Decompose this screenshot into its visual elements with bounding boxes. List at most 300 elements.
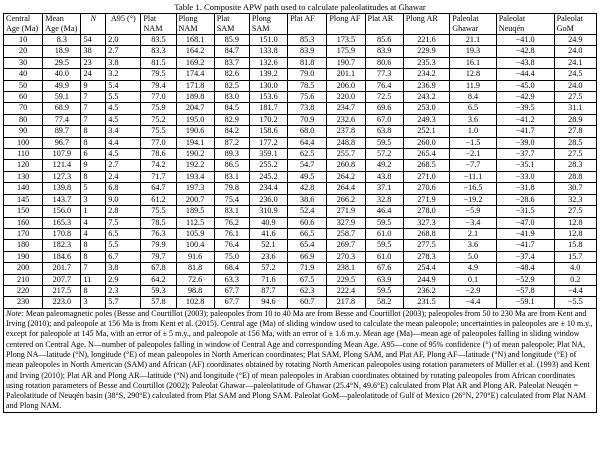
column-header: Plong SAM: [249, 14, 287, 35]
table-cell: 81.5: [141, 57, 176, 68]
table-cell: 194.1: [176, 137, 214, 148]
table-cell: 15.7: [554, 251, 596, 262]
table-row: [4, 183, 597, 194]
table-cell: 258.7: [327, 228, 365, 239]
table-cell: 170: [4, 228, 43, 239]
table-cell: 83.9: [288, 46, 327, 57]
table-cell: −37.7: [496, 149, 554, 160]
table-cell: 52.1: [249, 240, 287, 251]
table-cell: 238.1: [327, 263, 365, 274]
table-cell: 6.8: [106, 183, 141, 194]
table-row: [4, 297, 597, 308]
table-cell: 23.6: [249, 251, 287, 262]
table-cell: 252.1: [403, 126, 449, 137]
table-cell: 120: [4, 160, 43, 171]
table-cell: 12.8: [554, 228, 596, 239]
table-cell: 83.9: [365, 46, 403, 57]
column-header: Plat NAM: [141, 14, 176, 35]
table-cell: 3: [81, 194, 106, 205]
table-cell: 72.5: [365, 92, 403, 103]
table-cell: 5.4: [106, 80, 141, 91]
table-row: [4, 240, 597, 251]
table-cell: 83.1: [214, 206, 249, 217]
table-cell: 4.9: [450, 263, 496, 274]
table-row: [4, 263, 597, 274]
table-cell: 6.5: [450, 103, 496, 114]
table-cell: 50: [4, 80, 43, 91]
table-cell: −41.2: [496, 114, 554, 125]
table-cell: 79.9: [141, 240, 176, 251]
table-row: [4, 137, 597, 148]
table-cell: 64.7: [141, 183, 176, 194]
table-cell: 234.4: [249, 183, 287, 194]
table-cell: −4.4: [554, 285, 596, 296]
table-cell: 77.0: [141, 92, 176, 103]
table-cell: 71.7: [141, 171, 176, 182]
table-cell: 54.7: [288, 160, 327, 171]
table-cell: 42.8: [288, 183, 327, 194]
table-cell: 75.2: [141, 114, 176, 125]
table-cell: −41.7: [496, 126, 554, 137]
table-cell: 174.4: [176, 69, 214, 80]
table-cell: 4.5: [106, 114, 141, 125]
table-cell: −39.5: [496, 103, 554, 114]
table-cell: 231.5: [403, 297, 449, 308]
table-cell: 255.2: [249, 160, 287, 171]
table-cell: 270.3: [327, 251, 365, 262]
table-cell: 24.1: [554, 57, 596, 68]
table-cell: 327.3: [403, 217, 449, 228]
table-cell: −52.9: [496, 274, 554, 285]
header-row: [4, 14, 597, 35]
table-cell: 237.8: [327, 126, 365, 137]
table-cell: 5.0: [450, 251, 496, 262]
table-cell: 89.3: [214, 149, 249, 160]
table-cell: 217.8: [327, 297, 365, 308]
apw-table: [3, 13, 597, 413]
table-cell: 30: [4, 57, 43, 68]
table-cell: 173.5: [327, 35, 365, 46]
table-cell: 59.5: [365, 240, 403, 251]
table-cell: 207.7: [43, 274, 81, 285]
table-cell: 83.1: [214, 171, 249, 182]
table-cell: 234.7: [327, 103, 365, 114]
table-cell: 223.0: [43, 297, 81, 308]
table-cell: 10: [4, 35, 43, 46]
table-row: [4, 126, 597, 137]
table-cell: 121.4: [43, 160, 81, 171]
table-cell: 24.5: [554, 69, 596, 80]
table-row: [4, 285, 597, 296]
table-cell: 268.5: [403, 160, 449, 171]
table-cell: 190.7: [327, 57, 365, 68]
table-cell: 68.9: [43, 103, 81, 114]
table-cell: 63.8: [365, 126, 403, 137]
table-row: [4, 103, 597, 114]
table-cell: 76.2: [214, 217, 249, 228]
table-cell: 190.2: [176, 149, 214, 160]
table-cell: 160: [4, 217, 43, 228]
table-cell: 59.1: [43, 92, 81, 103]
table-cell: 64.4: [288, 137, 327, 148]
table-cell: 49.5: [288, 171, 327, 182]
table-cell: 4.0: [554, 263, 596, 274]
table-cell: 110: [4, 149, 43, 160]
table-cell: 76.4: [365, 80, 403, 91]
table-cell: 90: [4, 126, 43, 137]
table-cell: 81.8: [176, 263, 214, 274]
table-cell: 83.0: [214, 92, 249, 103]
table-cell: 59.3: [141, 285, 176, 296]
table-cell: −7.7: [450, 160, 496, 171]
table-cell: 79.0: [288, 69, 327, 80]
table-cell: 32.3: [554, 194, 596, 205]
table-cell: 60.6: [288, 217, 327, 228]
table-cell: 278.3: [403, 251, 449, 262]
table-cell: 52.4: [288, 206, 327, 217]
table-cell: −31.8: [496, 183, 554, 194]
table-cell: 2.3: [106, 285, 141, 296]
table-cell: 62.3: [288, 285, 327, 296]
table-cell: 59.5: [365, 217, 403, 228]
table-cell: 127.3: [43, 171, 81, 182]
table-cell: 220.0: [327, 92, 365, 103]
table-cell: 133.8: [249, 46, 287, 57]
table-cell: 234.2: [403, 69, 449, 80]
table-cell: 30.7: [554, 183, 596, 194]
table-cell: 28.9: [554, 114, 596, 125]
table-cell: 180: [4, 240, 43, 251]
table-cell: 271.9: [403, 194, 449, 205]
table-cell: 7: [81, 114, 106, 125]
table-row: [4, 57, 597, 68]
table-cell: −16.5: [450, 183, 496, 194]
table-cell: 201.7: [43, 263, 81, 274]
table-cell: 16.1: [450, 57, 496, 68]
table-cell: 12.8: [450, 69, 496, 80]
table-cell: 210: [4, 274, 43, 285]
table-cell: 200: [4, 263, 43, 274]
table-cell: −41.0: [496, 35, 554, 46]
table-cell: 65.4: [288, 240, 327, 251]
table-cell: 60.7: [288, 297, 327, 308]
table-cell: 5.5: [106, 240, 141, 251]
column-header: Plat AF: [288, 14, 327, 35]
table-cell: 7: [81, 263, 106, 274]
table-cell: 40: [4, 69, 43, 80]
table-cell: 67.0: [365, 114, 403, 125]
table-cell: −47.0: [496, 217, 554, 228]
table-cell: −1.5: [450, 137, 496, 148]
table-cell: 8.3: [43, 35, 81, 46]
table-cell: 27.5: [554, 92, 596, 103]
table-cell: 130.0: [249, 80, 287, 91]
table-cell: 63.3: [214, 274, 249, 285]
column-header: Plong NAM: [176, 14, 214, 35]
column-header: Plong AR: [403, 14, 449, 35]
table-note: [4, 308, 597, 412]
table-cell: 0.1: [450, 274, 496, 285]
table-cell: 4: [81, 228, 106, 239]
table-cell: 243.2: [403, 92, 449, 103]
table-row: [4, 217, 597, 228]
table-cell: 2.4: [106, 171, 141, 182]
table-cell: 189.5: [176, 206, 214, 217]
table-cell: 190: [4, 251, 43, 262]
table-cell: −5.5: [554, 297, 596, 308]
table-cell: 132.6: [249, 57, 287, 68]
table-cell: 271.9: [327, 206, 365, 217]
table-cell: 68.4: [214, 263, 249, 274]
table-cell: 3.8: [106, 57, 141, 68]
table-row: [4, 228, 597, 239]
table-cell: 61.0: [365, 251, 403, 262]
table-cell: 277.5: [403, 240, 449, 251]
table-cell: 7: [81, 103, 106, 114]
table-cell: 230: [4, 297, 43, 308]
table-cell: 2.7: [106, 46, 141, 57]
column-header: Paleolat GoM: [554, 14, 596, 35]
table-cell: 11.9: [450, 80, 496, 91]
table-cell: −11.1: [450, 171, 496, 182]
table-cell: 77.3: [365, 69, 403, 80]
table-cell: 229.9: [403, 46, 449, 57]
table-cell: 6.7: [106, 251, 141, 262]
table-cell: 268.8: [403, 228, 449, 239]
table-cell: 18.9: [43, 46, 81, 57]
table-cell: 87.2: [214, 137, 249, 148]
table-cell: 80.6: [365, 57, 403, 68]
table-cell: 59.5: [365, 285, 403, 296]
table-cell: 100.4: [176, 240, 214, 251]
table-cell: 2.7: [106, 160, 141, 171]
table-cell: 260.8: [327, 160, 365, 171]
table-cell: 54: [81, 35, 106, 46]
table-cell: 96.7: [43, 137, 81, 148]
table-cell: 156.0: [43, 206, 81, 217]
table-cell: 192.2: [176, 160, 214, 171]
table-cell: 193.4: [176, 171, 214, 182]
table-cell: 79.4: [141, 80, 176, 91]
table-cell: 0.2: [554, 274, 596, 285]
table-cell: 78.6: [141, 149, 176, 160]
table-cell: 77.4: [43, 114, 81, 125]
table-cell: −44.4: [496, 69, 554, 80]
table-cell: 75.6: [288, 92, 327, 103]
table-cell: 9.0: [106, 194, 141, 205]
table-cell: 78.5: [288, 80, 327, 91]
column-header: Central Age (Ma): [4, 14, 43, 35]
table-cell: 236.2: [403, 285, 449, 296]
table-cell: 107.9: [43, 149, 81, 160]
table-cell: 20: [4, 46, 43, 57]
table-cell: 3.6: [450, 114, 496, 125]
table-cell: 80: [4, 114, 43, 125]
table-cell: −2.9: [450, 285, 496, 296]
table-row: [4, 171, 597, 182]
table-cell: 24.0: [554, 46, 596, 57]
table-cell: 79.5: [141, 69, 176, 80]
table-cell: 184.6: [43, 251, 81, 262]
table-cell: −28.6: [496, 194, 554, 205]
table-cell: −43.8: [496, 57, 554, 68]
table-cell: −37.4: [496, 251, 554, 262]
table-cell: 2.0: [106, 35, 141, 46]
table-cell: 236.9: [403, 80, 449, 91]
table-row: [4, 149, 597, 160]
table-cell: 66.5: [288, 228, 327, 239]
table-cell: −35.1: [496, 160, 554, 171]
table-cell: 82.9: [214, 114, 249, 125]
table-row: [4, 46, 597, 57]
table-cell: 190.6: [176, 126, 214, 137]
table-cell: −4.4: [450, 297, 496, 308]
table-cell: 139.8: [43, 183, 81, 194]
table-cell: 105.9: [176, 228, 214, 239]
table-cell: −2.1: [450, 149, 496, 160]
table-cell: 3.4: [106, 126, 141, 137]
table-cell: 49.9: [43, 80, 81, 91]
table-cell: 8: [81, 126, 106, 137]
table-cell: 254.4: [403, 263, 449, 274]
table-cell: 27.8: [554, 126, 596, 137]
table-cell: 9: [81, 160, 106, 171]
table-cell: 201.1: [327, 69, 365, 80]
table-cell: 140: [4, 183, 43, 194]
table-cell: 41.6: [249, 228, 287, 239]
table-cell: 31.1: [554, 103, 596, 114]
table-cell: 150: [4, 206, 43, 217]
table-cell: 6: [81, 149, 106, 160]
table-cell: 8: [81, 137, 106, 148]
table-cell: 255.7: [327, 149, 365, 160]
table-cell: 24.9: [554, 35, 596, 46]
document: [3, 2, 597, 413]
table-cell: 28.3: [554, 160, 596, 171]
table-cell: 43.8: [365, 171, 403, 182]
table-cell: 269.7: [327, 240, 365, 251]
table-cell: 8.4: [450, 92, 496, 103]
table-cell: 27.5: [554, 149, 596, 160]
table-cell: 3.6: [450, 240, 496, 251]
table-row: [4, 160, 597, 171]
table-cell: 197.3: [176, 183, 214, 194]
table-cell: 221.6: [403, 35, 449, 46]
table-cell: 40.9: [249, 217, 287, 228]
table-cell: 78.5: [141, 217, 176, 228]
table-cell: 8: [81, 285, 106, 296]
note-text: Mean paleomagnetic poles (Besse and Courtillot (2003); paleopoles from 10 to 40 Ma are from Besse and Courtillot (2003); paleopoles from 50 to 230 Ma are from Kent and Irving (2010); and paleopole at 156 Ma is from Kent et al. (2015). Central age (Ma) of sliding window used to calculate the mean paleopole; uncertainties in paleopoles are ± 10 m.y., except for paleopole at 145 Ma, with an error of ± 5 m.y., and paleopole at 156 Ma, with an error of ± 1.6 m.y. Mean age (Ma)—mean age of paleopoles falling in sliding window centered on Central Age. N—number of paleopoles falling in window of Central Age and corresponding Mean Age. A95—cone of 95% confidence (°) of mean paleopole; Plat NA, Plong NA—latitude (°N), longitude (°E) of mean paleopoles in North American coordinates; Plat SAM, Plong SAM, and Plat AF, Plong AF—latitude (°N) and longitude (°E) of mean paleopoles in North American (SAM) and African (AF) coordinates obtained by rotating North American paleopoles using rotation parameters of Müller et al. (1993) and Kent and Irving (2010); Plat AR and Plong AR—latitude (°N) and longitude (°E) of mean paleopoles in Arabian coordinates obtained by rotating paleopoles from African coordinates using rotation parameters of Besse and Courtillot (2002); Paleolat Ghawar—paleolatitude of Ghawar (25.4°N, 49.6°E) calculated from Plat AR and Plong AR. Paleolat Neuqén = Paleolatitude of Neuqén basin (38°S, 290°E) calculated from Plat SAM and Plong SAM. Paleolat GoM—paleolatitude of Gulf of Mexico (26°N, 270°E) calculated from Plat NAM and Plong NAM.: [6, 308, 593, 411]
table-cell: 87.7: [249, 285, 287, 296]
table-cell: 69.6: [365, 103, 403, 114]
table-cell: 2.8: [106, 206, 141, 217]
table-cell: 58.2: [365, 297, 403, 308]
table-cell: 266.2: [327, 194, 365, 205]
column-header: Paleolat Ghawar: [450, 14, 496, 35]
table-cell: 63.9: [365, 274, 403, 285]
table-cell: −5.9: [450, 206, 496, 217]
table-row: [4, 114, 597, 125]
table-cell: 6.5: [106, 228, 141, 239]
table-cell: 59.5: [365, 137, 403, 148]
table-cell: 24: [81, 69, 106, 80]
table-cell: −42.8: [496, 46, 554, 57]
table-cell: 235.3: [403, 57, 449, 68]
table-cell: 24.0: [554, 80, 596, 91]
table-cell: 61.0: [365, 228, 403, 239]
table-cell: 84.2: [214, 126, 249, 137]
table-cell: 151.0: [249, 35, 287, 46]
table-cell: 75.9: [141, 103, 176, 114]
table-cell: 71.9: [288, 263, 327, 274]
table-cell: −42.9: [496, 92, 554, 103]
table-cell: 253.0: [403, 103, 449, 114]
table-cell: 73.8: [288, 103, 327, 114]
table-cell: 260.0: [403, 137, 449, 148]
table-cell: 82.5: [214, 80, 249, 91]
table-cell: 67.6: [365, 263, 403, 274]
table-cell: 206.0: [327, 80, 365, 91]
table-cell: −41.9: [496, 228, 554, 239]
table-cell: 15.8: [554, 240, 596, 251]
table-cell: 79.8: [214, 183, 249, 194]
table-cell: 8: [81, 251, 106, 262]
table-row: [4, 206, 597, 217]
table-cell: −19.2: [450, 194, 496, 205]
column-header: A95 (°): [106, 14, 141, 35]
table-cell: 62.5: [288, 149, 327, 160]
table-cell: 29.5: [43, 57, 81, 68]
table-cell: 200.7: [176, 194, 214, 205]
table-cell: 310.9: [249, 206, 287, 217]
table-cell: 4.5: [106, 149, 141, 160]
table-cell: 57.2: [249, 263, 287, 274]
table-cell: 19.3: [450, 46, 496, 57]
table-cell: 83.3: [141, 46, 176, 57]
table-cell: 83.5: [141, 35, 176, 46]
table-cell: 37.1: [365, 183, 403, 194]
table-cell: 5.7: [106, 297, 141, 308]
table-cell: 85.6: [365, 35, 403, 46]
table-cell: 3.8: [106, 263, 141, 274]
table-cell: 7.5: [106, 217, 141, 228]
table-caption: Table 1. Composite APW path used to calculate paleolatitudes at Ghawar: [174, 2, 426, 12]
table-cell: 232.6: [327, 114, 365, 125]
table-cell: 38.6: [288, 194, 327, 205]
table-cell: 98.8: [176, 285, 214, 296]
table-cell: −33.0: [496, 171, 554, 182]
table-cell: 182.3: [43, 240, 81, 251]
table-cell: 86.5: [214, 160, 249, 171]
table-cell: 359.1: [249, 149, 287, 160]
table-cell: 28.5: [554, 137, 596, 148]
table-cell: 195.0: [176, 114, 214, 125]
table-cell: 2.1: [450, 228, 496, 239]
table-cell: 145: [4, 194, 43, 205]
table-cell: 170.2: [249, 114, 287, 125]
table-cell: 75.5: [141, 206, 176, 217]
table-cell: 57.2: [365, 149, 403, 160]
note-row: [4, 308, 597, 412]
table-cell: 139.2: [249, 69, 287, 80]
table-cell: −3.4: [450, 217, 496, 228]
table-cell: 9: [81, 80, 106, 91]
table-cell: 40.0: [43, 69, 81, 80]
table-cell: 248.8: [327, 137, 365, 148]
table-cell: 264.2: [327, 171, 365, 182]
table-cell: 112.5: [176, 217, 214, 228]
table-cell: 79.7: [141, 251, 176, 262]
